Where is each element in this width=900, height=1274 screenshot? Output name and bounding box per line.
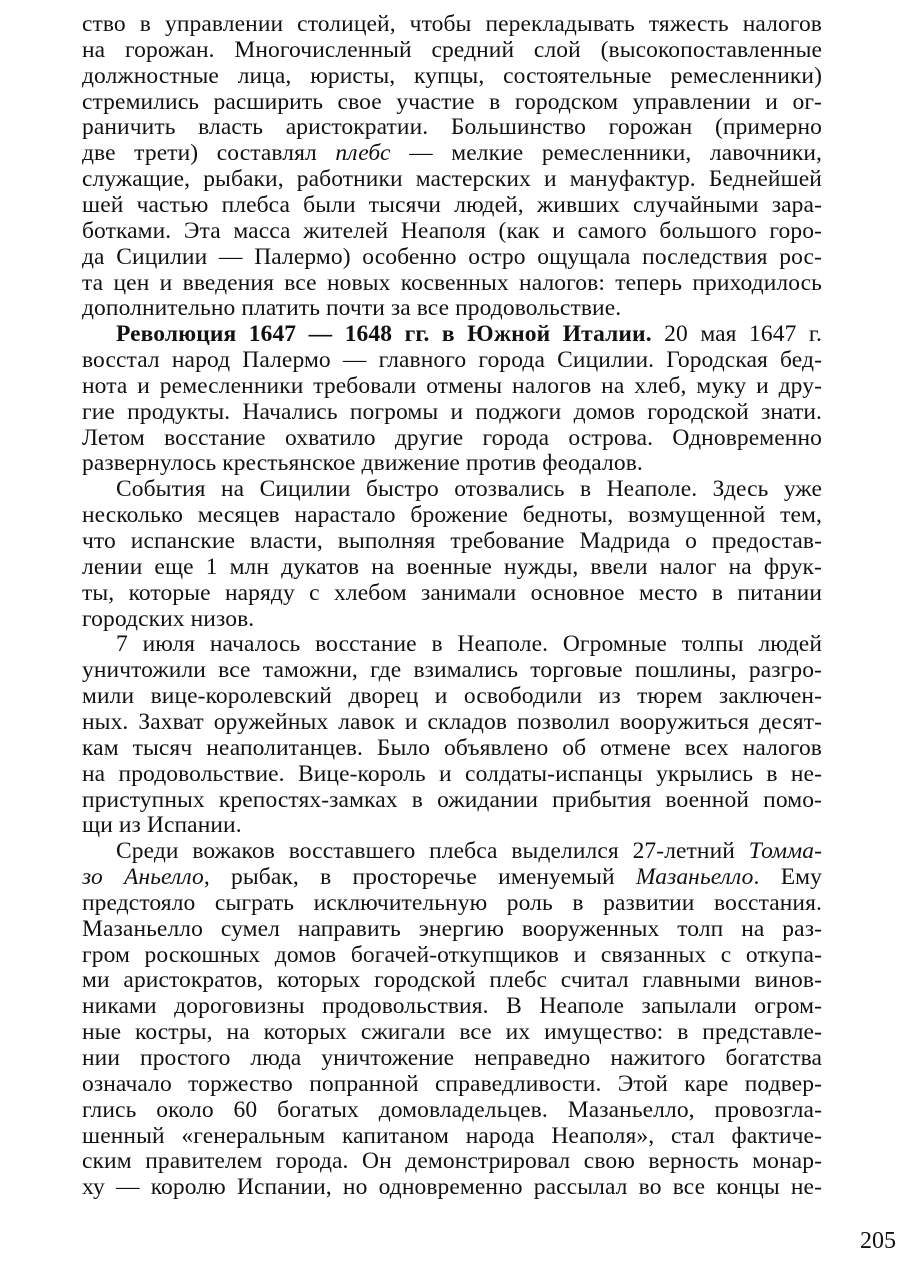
text-segment: ским правителем города. Он демонстрировал свою верность монар- <box>82 1148 822 1174</box>
text-line <box>82 501 822 530</box>
text-line <box>82 1173 822 1202</box>
text-line <box>82 398 822 427</box>
text-line <box>82 62 822 91</box>
text-line <box>82 36 822 65</box>
text-segment: шей частью плебса были тысячи людей, живших случайными зара- <box>82 192 822 218</box>
text-line <box>82 449 822 478</box>
text-segment: две трети) составлял <box>82 140 336 166</box>
text-segment: уничтожили все таможни, где взимались торговые пошлины, разгро- <box>82 657 822 683</box>
text-segment: 7 июля началось восстание в Неаполе. Огромные толпы людей <box>116 631 822 657</box>
page-number: 205 <box>860 1228 896 1254</box>
text-segment: та цен и введения все новых косвенных налогов: теперь приходилось <box>82 270 822 296</box>
text-line <box>82 1147 822 1176</box>
text-segment: развернулось крестьянское движение против феодалов. <box>82 450 643 476</box>
text-segment: дополнительно платить почти за все продовольствие. <box>82 295 622 321</box>
text-line <box>82 553 822 582</box>
text-segment: городских низов. <box>82 606 255 632</box>
text-line <box>82 630 822 659</box>
text-segment: приступных крепостях-замках в ожидании прибытия военной помо- <box>82 787 822 813</box>
text-segment: шенный «генеральным капитаном народа Неаполя», стал фактиче- <box>82 1123 822 1149</box>
emphasis-text: Мазаньелло <box>635 864 754 890</box>
text-segment: да Сицилии — Палермо) особенно остро ощущала последствия рос- <box>82 244 822 270</box>
text-line <box>82 682 822 711</box>
text-line <box>82 527 822 556</box>
text-line <box>82 1018 822 1047</box>
text-segment: — мелкие ремесленники, лавочники, <box>390 140 822 166</box>
text-line <box>82 811 822 840</box>
text-line <box>82 760 822 789</box>
text-line <box>82 346 822 375</box>
text-segment: означало торжество попранной справедливости. Этой каре подвер- <box>82 1071 822 1097</box>
book-page <box>82 10 822 1260</box>
text-segment: щи из Испании. <box>82 812 242 838</box>
text-line <box>82 165 822 194</box>
text-segment: ство в управлении столицей, чтобы перекладывать тяжесть налогов <box>82 11 822 37</box>
text-line <box>82 139 822 168</box>
text-segment: ми аристократов, которых городской плебс считал главными винов- <box>82 967 822 993</box>
text-segment: ты, которые наряду с хлебом занимали основное место в питании <box>82 580 822 606</box>
text-segment: нота и ремесленники требовали отмены налогов на хлеб, муку и дру- <box>82 373 822 399</box>
text-line <box>82 1070 822 1099</box>
text-segment: восстал народ Палермо — главного города Сицилии. Городская бед- <box>82 347 822 373</box>
text-segment: ные костры, на которых сжигали все их имущество: в представле- <box>82 1019 822 1045</box>
text-line <box>82 191 822 220</box>
emphasis-text: зо Аньелло <box>82 864 204 890</box>
text-line <box>82 837 822 866</box>
text-line <box>82 10 822 39</box>
text-line <box>82 113 822 142</box>
emphasis-text: плебс <box>335 140 391 166</box>
text-line <box>82 320 822 349</box>
text-segment: 20 мая 1647 г. <box>651 321 822 347</box>
text-segment: ных. Захват оружейных лавок и складов позволил вооружиться десят- <box>82 709 822 735</box>
text-segment: События на Сицилии быстро отозвались в Неаполе. Здесь уже <box>116 476 822 502</box>
text-segment: лении еще 1 млн дукатов на военные нужды, ввели налог на фрук- <box>82 554 822 580</box>
text-segment: на продовольствие. Вице-король и солдаты-испанцы укрылись в не- <box>82 761 822 787</box>
text-segment: гие продукты. Начались погромы и поджоги домов городской знати. <box>82 399 822 425</box>
section-heading: Революция 1647 — 1648 гг. в Южной Италии. <box>116 321 652 347</box>
text-segment: на горожан. Многочисленный средний слой (высокопоставленные <box>82 37 822 63</box>
text-segment: Летом восстание охватило другие города острова. Одновременно <box>82 425 822 451</box>
text-segment: нии простого люда уничтожение неправедно нажитого богатства <box>82 1045 822 1071</box>
text-line <box>82 217 822 246</box>
text-segment: Среди вожаков восставшего плебса выделился 27-летний <box>116 838 749 864</box>
text-segment: никами дороговизны продовольствия. В Неаполе запылали огром- <box>82 993 822 1019</box>
text-line <box>82 863 822 892</box>
text-line <box>82 475 822 504</box>
text-segment: стремились расширить свое участие в городском управлении и ог- <box>82 89 822 115</box>
text-line <box>82 294 822 323</box>
emphasis-text: Томма- <box>748 838 822 864</box>
text-segment: Мазаньелло сумел направить энергию вооруженных толп на раз- <box>82 916 822 942</box>
text-line <box>82 889 822 918</box>
text-segment: ботками. Эта масса жителей Неаполя (как и самого большого горо- <box>82 218 822 244</box>
text-segment: раничить власть аристократии. Большинство горожан (примерно <box>82 114 822 140</box>
text-segment: несколько месяцев нарастало брожение бедноты, возмущенной тем, <box>82 502 822 528</box>
text-line <box>82 1096 822 1125</box>
text-line <box>82 243 822 272</box>
text-line <box>82 992 822 1021</box>
text-segment: должностные лица, юристы, купцы, состоятельные ремесленники) <box>82 63 822 89</box>
text-segment: предстояло сыграть исключительную роль в развитии восстания. <box>82 890 822 916</box>
text-segment: кам тысяч неаполитанцев. Было объявлено об отмене всех налогов <box>82 735 822 761</box>
text-segment: , рыбак, в просторечье именуемый <box>203 864 636 890</box>
text-line <box>82 708 822 737</box>
text-line <box>82 372 822 401</box>
text-segment: ху — королю Испании, но одновременно рассылал во все концы не- <box>82 1174 822 1200</box>
text-segment: что испанские власти, выполняя требование Мадрида о предостав- <box>82 528 822 554</box>
text-segment: служащие, рыбаки, работники мастерских и мануфактур. Беднейшей <box>82 166 822 192</box>
text-line <box>82 915 822 944</box>
text-line <box>82 579 822 608</box>
text-line <box>82 1044 822 1073</box>
text-segment: глись около 60 богатых домовладельцев. Мазаньелло, провозгла- <box>82 1097 822 1123</box>
text-segment: . Ему <box>753 864 822 890</box>
text-line <box>82 966 822 995</box>
text-segment: мили вице-королевский дворец и освободили из тюрем заключен- <box>82 683 822 709</box>
text-line <box>82 734 822 763</box>
text-segment: гром роскошных домов богачей-откупщиков и связанных с откупа- <box>82 942 822 968</box>
text-line <box>82 656 822 685</box>
